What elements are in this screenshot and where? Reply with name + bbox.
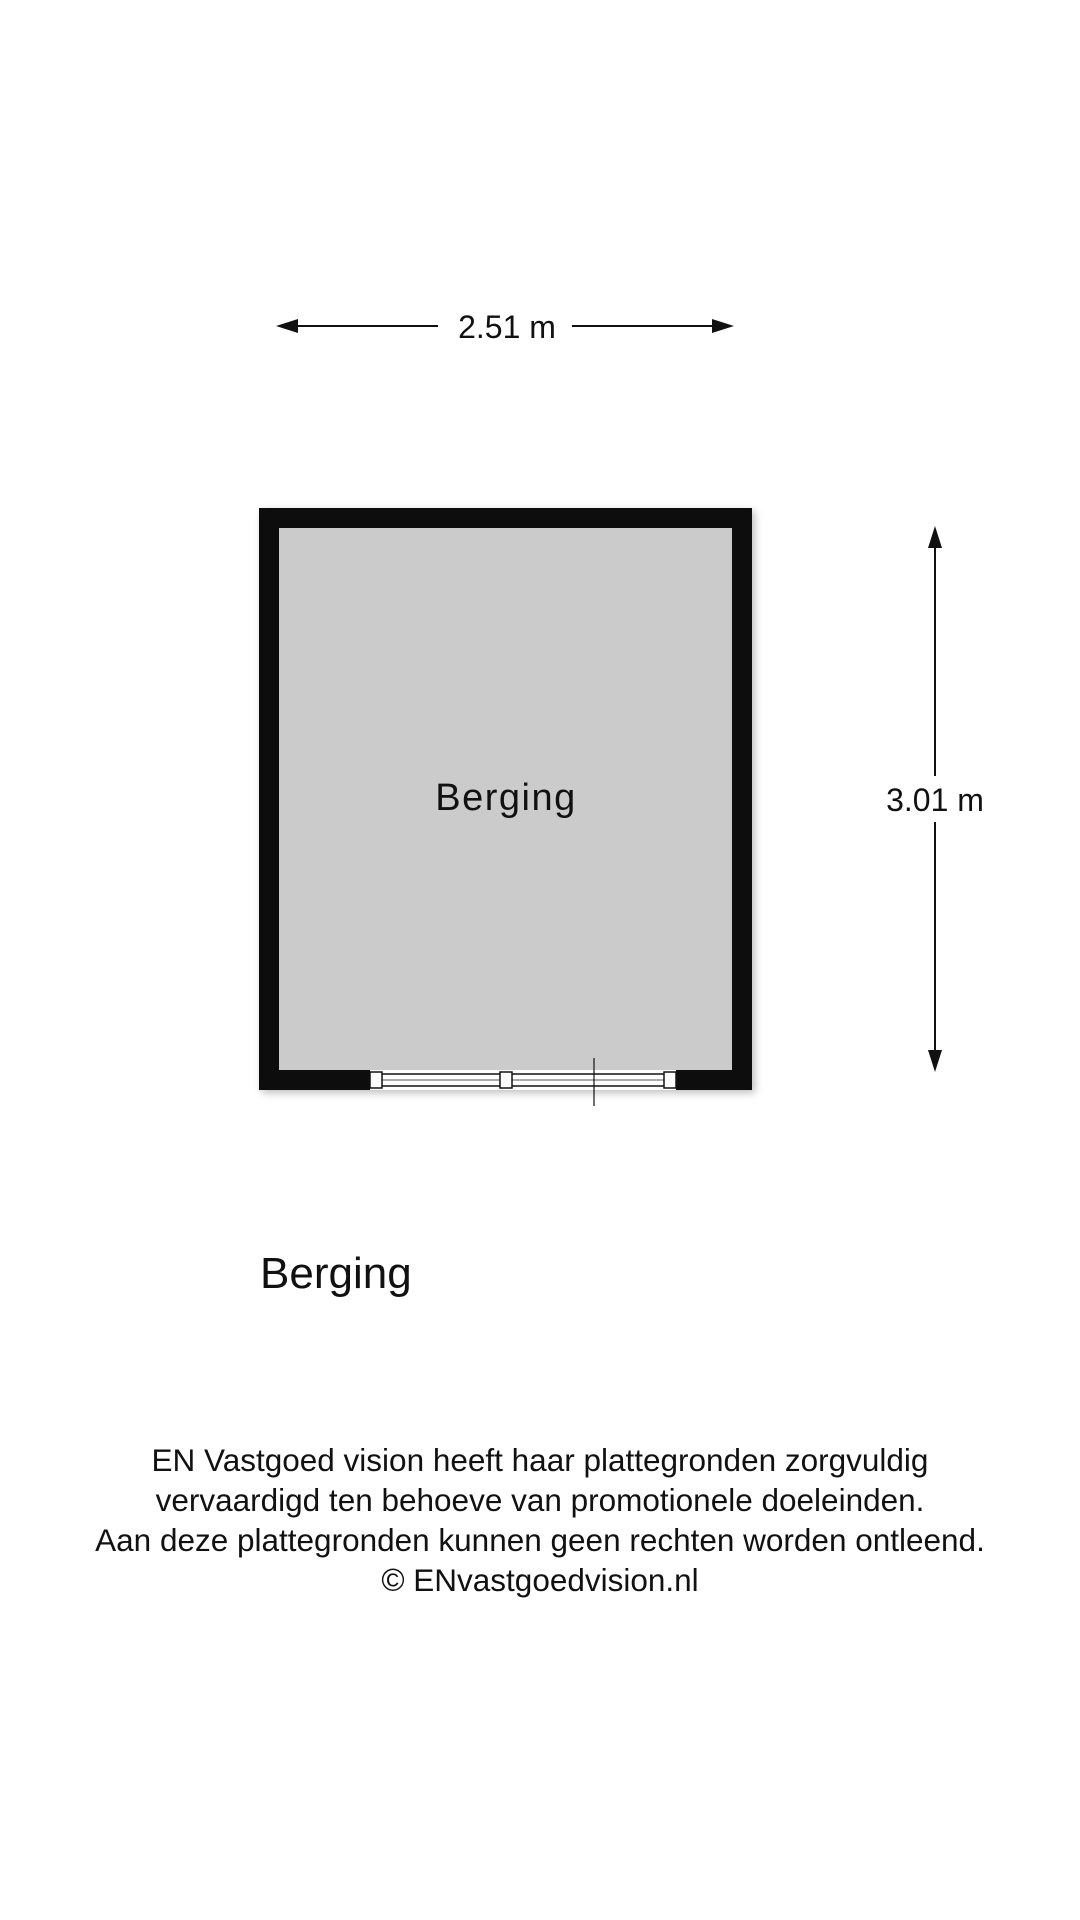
arrowhead-right-icon bbox=[712, 319, 734, 333]
disclaimer-line: Aan deze plattegronden kunnen geen rechten worden ontleend. bbox=[95, 1522, 985, 1558]
disclaimer bbox=[0, 1440, 1080, 1600]
arrowhead-down-icon bbox=[928, 1050, 942, 1072]
floor-label: Berging bbox=[260, 1249, 412, 1298]
depth-dimension-label: 3.01 m bbox=[886, 782, 984, 818]
disclaimer-line: EN Vastgoed vision heeft haar plattegronden zorgvuldig bbox=[151, 1442, 929, 1478]
depth-dimension bbox=[886, 526, 984, 1072]
copyright-line: © ENvastgoedvision.nl bbox=[381, 1562, 699, 1598]
width-dimension-label: 2.51 m bbox=[458, 309, 556, 345]
room-label: Berging bbox=[435, 777, 577, 819]
disclaimer-line: vervaardigd ten behoeve van promotionele doeleinden. bbox=[155, 1482, 925, 1518]
arrowhead-up-icon bbox=[928, 526, 942, 548]
width-dimension bbox=[276, 309, 734, 345]
arrowhead-left-icon bbox=[276, 319, 298, 333]
